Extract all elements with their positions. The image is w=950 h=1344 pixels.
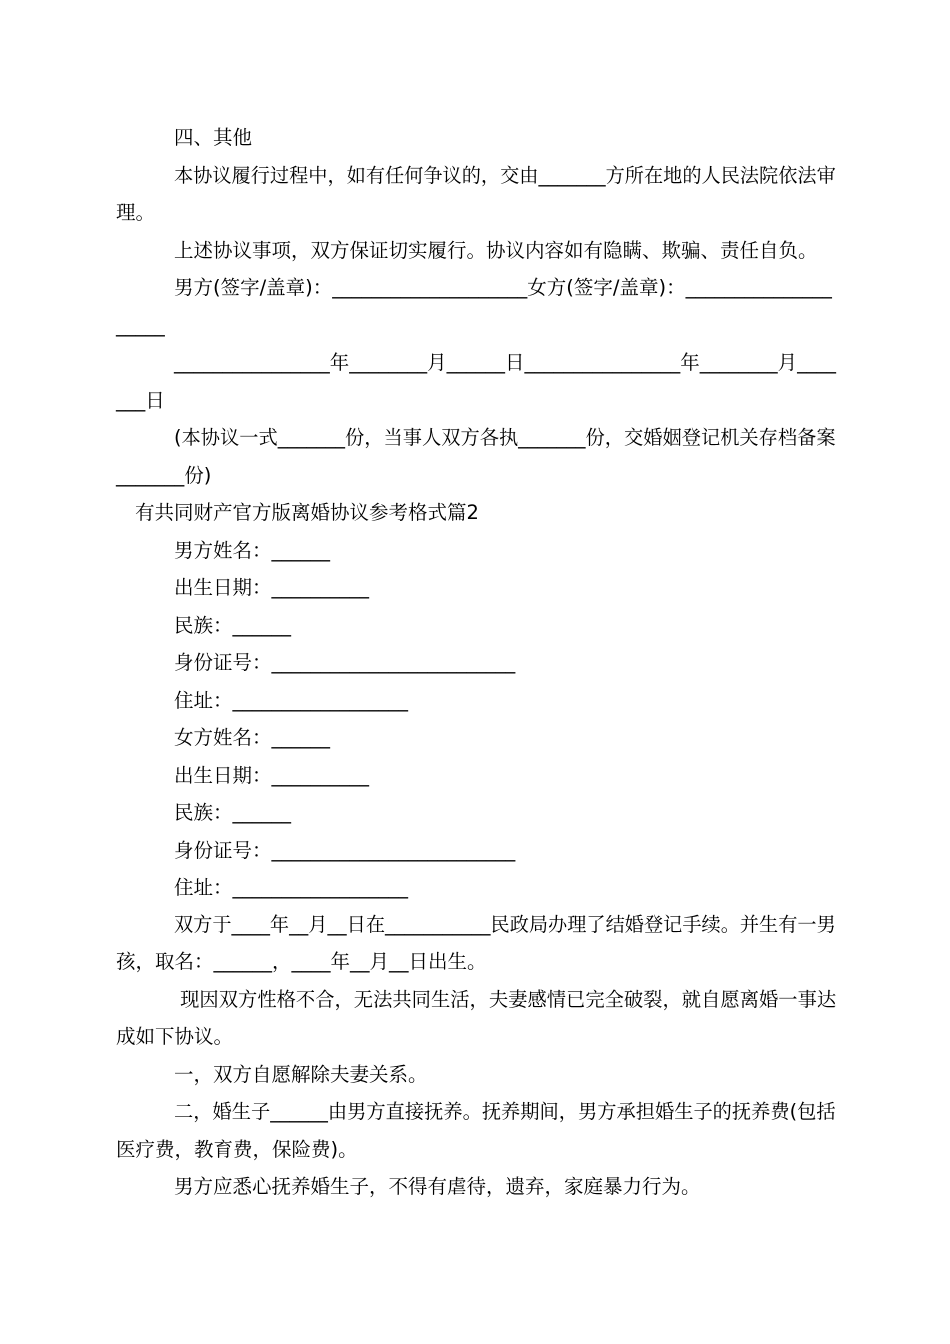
date-line2: ___日 [116, 389, 165, 412]
copies-note-line1: (本协议一式_______份，当事人双方各执_______份，交婚姻登记机关存档备案 [174, 426, 836, 449]
date-line1: ________________年________月______日________________年________月____ [174, 351, 837, 374]
signature-line2: _____ [116, 314, 165, 337]
clause-one: 一，双方自愿解除夫妻关系。 [174, 1063, 428, 1086]
document-title-part2: 有共同财产官方版离婚协议参考格式篇2 [135, 501, 479, 524]
paragraph-marriage-line2: 孩，取名：______，____年__月__日出生。 [116, 950, 487, 973]
field-male-birthdate: 出生日期：__________ [174, 576, 370, 599]
clause-two-line1: 二，婚生子______由男方直接抚养。抚养期间，男方承担婚生子的抚养费(包括 [174, 1100, 836, 1123]
paragraph-care-duty: 男方应悉心抚养婚生子，不得有虐待，遗弃，家庭暴力行为。 [174, 1175, 701, 1198]
field-female-name: 女方姓名：______ [174, 726, 331, 749]
field-male-name: 男方姓名：______ [174, 539, 331, 562]
field-female-id-number: 身份证号：_________________________ [174, 839, 516, 862]
paragraph-marriage-line1: 双方于____年__月__日在___________民政局办理了结婚登记手续。并生有一男 [174, 913, 836, 936]
paragraph-guarantee: 上述协议事项，双方保证切实履行。协议内容如有隐瞒、欺骗、责任自负。 [174, 239, 818, 262]
field-male-address: 住址：__________________ [174, 689, 409, 712]
field-female-birthdate: 出生日期：__________ [174, 764, 370, 787]
paragraph-dispute-line2: 理。 [116, 201, 156, 224]
clause-two-line2: 医疗费，教育费，保险费)。 [116, 1138, 358, 1161]
section-heading-other: 四、其他 [174, 126, 253, 149]
signature-line1: 男方(签字/盖章)：____________________女方(签字/盖章)：_______________ [174, 276, 832, 299]
copies-note-line2: _______份) [116, 464, 212, 487]
field-male-ethnicity: 民族：______ [174, 614, 292, 637]
paragraph-reason-line2: 成如下协议。 [116, 1025, 234, 1048]
paragraph-reason-line1: 现因双方性格不合，无法共同生活，夫妻感情已完全破裂，就自愿离婚一事达 [174, 988, 837, 1011]
field-male-id-number: 身份证号：_________________________ [174, 651, 516, 674]
field-female-address: 住址：__________________ [174, 876, 409, 899]
paragraph-dispute-line1: 本协议履行过程中，如有任何争议的，交由_______方所在地的人民法院依法审 [174, 164, 836, 187]
field-female-ethnicity: 民族：______ [174, 801, 292, 824]
